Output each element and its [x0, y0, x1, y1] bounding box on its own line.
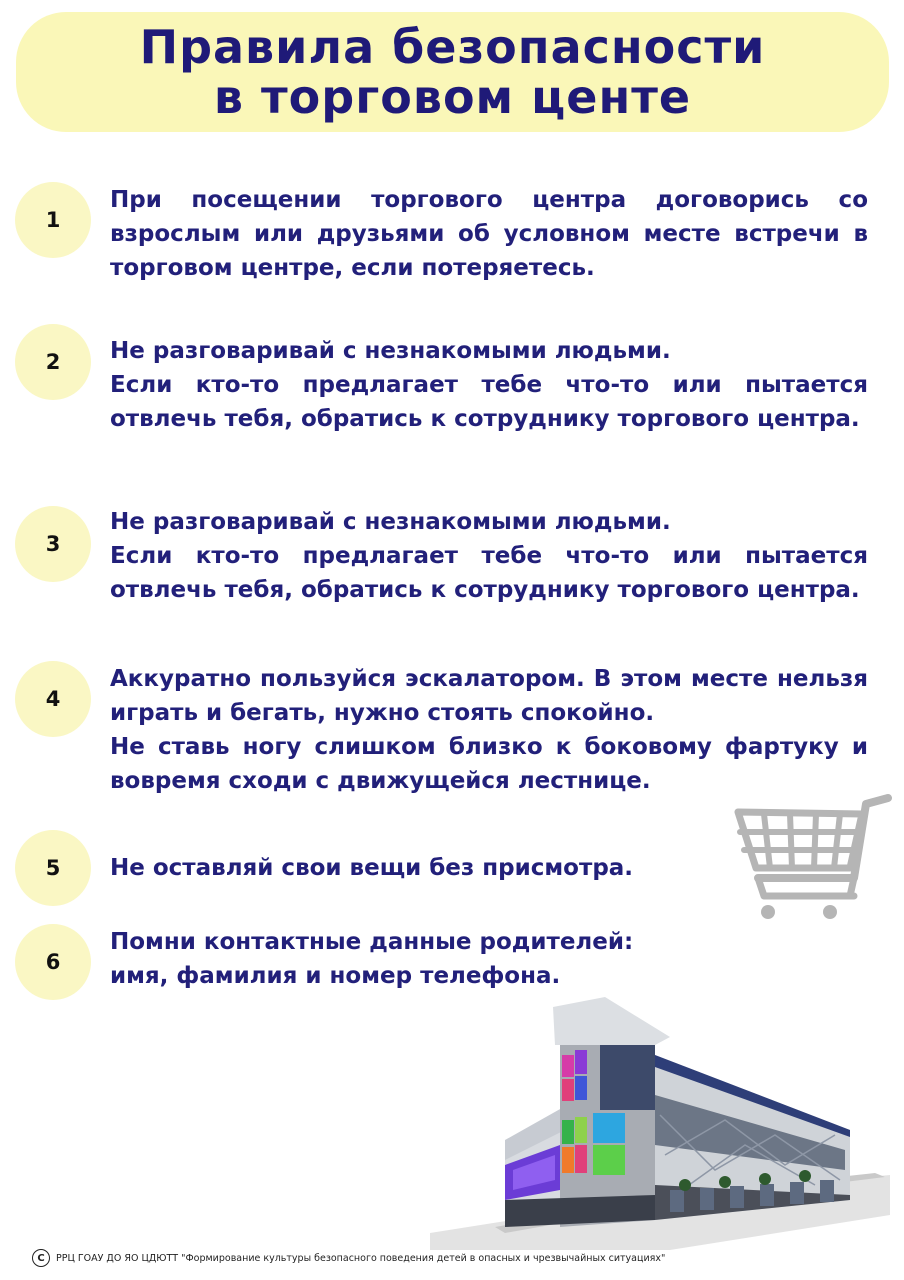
shopping-cart-icon — [730, 790, 895, 925]
rule-6-paragraph-2: имя, фамилия и номер телефона. — [110, 963, 561, 989]
rule-2-paragraph-1: Не разговаривай с незнакомыми людьми. — [110, 338, 671, 364]
rule-number-2: 2 — [15, 324, 91, 400]
footer — [32, 1247, 665, 1269]
rule-4-paragraph-1: Аккуратно пользуйся эскалатором. В этом месте нельзя играть и бегать, нужно стоять спокойно. — [110, 666, 868, 726]
rule-number-1: 1 — [15, 182, 91, 258]
rule-1-paragraph: При посещении торгового центра договорись со взрослым или друзьями об условном месте встречи в торговом центре, если потеряетесь. — [110, 187, 868, 281]
rule-number-5: 5 — [15, 830, 91, 906]
rule-6-paragraph-1: Помни контактные данные родителей: — [110, 929, 634, 955]
rule-3-paragraph-1: Не разговаривай с незнакомыми людьми. — [110, 509, 671, 535]
rule-text-3 — [110, 505, 868, 607]
page-title-line-1: Правила безопасности — [139, 20, 766, 74]
page-title-line-2: в торговом центе — [213, 70, 692, 124]
rule-number-4: 4 — [15, 661, 91, 737]
rule-number-3: 3 — [15, 506, 91, 582]
footer-text: РРЦ ГОАУ ДО ЯО ЦДЮТТ "Формирование культуры безопасного поведения детей в опасных и чрезвычайных ситуациях" — [56, 1252, 666, 1264]
title-banner — [16, 12, 889, 132]
rule-text-4 — [110, 662, 868, 798]
copyright-icon: C — [32, 1249, 50, 1267]
rule-5-paragraph: Не оставляй свои вещи без присмотра. — [110, 855, 634, 881]
rule-3-paragraph-2: Если кто-то предлагает тебе что-то или пытается отвлечь тебя, обратись к сотруднику торгового центра. — [110, 543, 868, 603]
rule-text-1 — [110, 183, 868, 285]
rule-text-5 — [110, 851, 710, 885]
rule-number-6: 6 — [15, 924, 91, 1000]
rule-text-2 — [110, 334, 868, 436]
shopping-mall-building-illustration — [425, 995, 895, 1250]
rule-2-paragraph-2: Если кто-то предлагает тебе что-то или пытается отвлечь тебя, обратись к сотруднику торгового центра. — [110, 372, 868, 432]
rule-text-6 — [110, 925, 710, 993]
rule-4-paragraph-2: Не ставь ногу слишком близко к боковому фартуку и вовремя сходи с движущейся лестнице. — [110, 734, 868, 794]
